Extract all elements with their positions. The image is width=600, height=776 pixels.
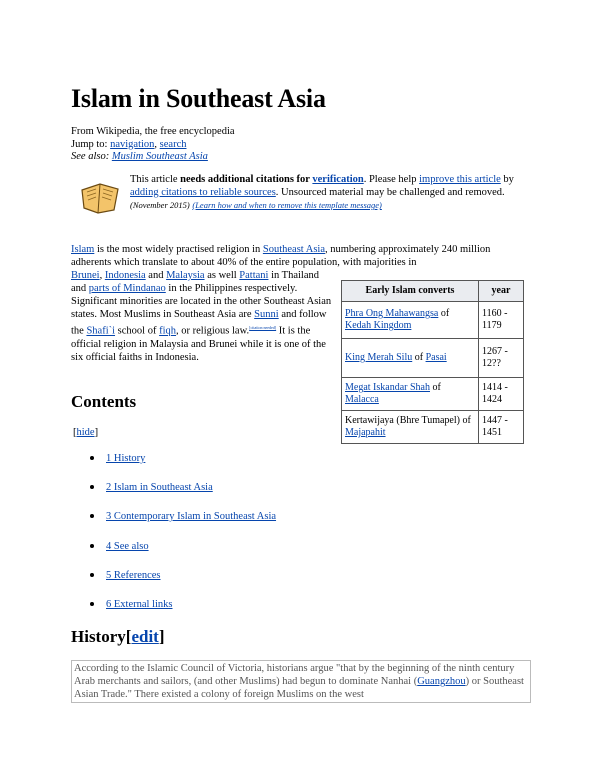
convert-place-link[interactable]: Malacca — [345, 394, 379, 405]
brunei-link[interactable]: Brunei — [71, 270, 100, 281]
history-paragraph: According to the Islamic Council of Victoria, historians argue "that by the beginning of the ninth century Arab merchants and sailors, (and other Muslims) had begun to dominate Nanhai (Guangzhou) or Southeast Asian Trade." There existed a colony of foreign Muslims on the west — [71, 660, 531, 703]
intro-paragraph-continued: Brunei, Indonesia and Malaysia as well Pattani in Thailand and parts of Mindanao in the Philippines respectively. Significant minorities are located in the other Southeast Asian states. Most Muslims in Southeast Asia are Sunni and follow the Shafi`i school of fiqh, or religious law.[citation needed] It is the official religion in Malaysia and Brunei while it is one of the six official faiths in Indonesia. — [71, 270, 332, 363]
shafii-link[interactable]: Shafi`i — [86, 325, 116, 337]
toc-link-see-also[interactable]: 4 See also — [106, 540, 149, 552]
toc-hide-toggle: [hide] — [73, 427, 99, 438]
table-row — [342, 378, 524, 411]
year-cell: 1414 - 1424 — [479, 378, 524, 411]
see-also-link[interactable]: Muslim Southeast Asia — [111, 151, 208, 162]
page-meta — [71, 126, 235, 164]
fiqh-link[interactable]: fiqh — [159, 325, 176, 337]
convert-place-link[interactable]: Kedah Kingdom — [345, 320, 412, 331]
table-of-contents — [90, 452, 276, 627]
convert-name-link[interactable]: Megat Iskandar Shah — [345, 382, 430, 393]
jump-to-line: Jump to: navigation, search — [71, 138, 187, 150]
convert-place-link[interactable]: Majapahit — [345, 427, 386, 438]
intro-paragraph: Islam is the most widely practised religion in Southeast Asia, numbering approximately 240 million adherents which translate to about 40% of the entire population, with majorities in — [71, 244, 491, 268]
notice-text: This article needs additional citations for verification. Please help improve this article by adding citations to reliable sources. Unsourced material may be challenged and removed. (November 2015) (Learn how and when to remove this template message) — [130, 174, 514, 210]
toc-item — [90, 540, 276, 569]
toc-item — [90, 598, 276, 627]
mindanao-link[interactable]: parts of Mindanao — [88, 283, 166, 294]
table-row — [342, 302, 524, 339]
toc-item — [90, 452, 276, 481]
convert-cell: Kertawijaya (Bhre Tumapel) of Majapahit — [342, 411, 479, 444]
toc-item — [90, 569, 276, 598]
toc-link-history[interactable]: 1 History — [106, 453, 146, 464]
sunni-link[interactable]: Sunni — [254, 309, 279, 320]
citation-notice — [80, 174, 520, 226]
contents-heading: Contents — [71, 392, 137, 411]
early-converts-table — [341, 280, 524, 444]
toc-item — [90, 481, 276, 510]
indonesia-link[interactable]: Indonesia — [104, 270, 146, 281]
jump-search-link[interactable]: search — [159, 138, 187, 150]
convert-cell: Phra Ong Mahawangsa of Kedah Kingdom — [342, 302, 479, 339]
pattani-link[interactable]: Pattani — [239, 270, 269, 281]
table-row — [342, 411, 524, 444]
book-icon — [80, 180, 120, 214]
year-cell: 1447 - 1451 — [479, 411, 524, 444]
year-cell: 1160 - 1179 — [479, 302, 524, 339]
column-header-converts: Early Islam converts — [342, 281, 479, 302]
year-cell: 1267 - 12?? — [479, 339, 524, 378]
islam-link[interactable]: Islam — [71, 244, 95, 255]
citation-needed-link[interactable]: [citation needed] — [249, 325, 277, 330]
guangzhou-link[interactable]: Guangzhou — [417, 676, 466, 687]
hide-link[interactable]: hide — [76, 427, 95, 438]
southeast-asia-link[interactable]: Southeast Asia — [262, 244, 326, 255]
page-title: Islam in Southeast Asia — [71, 84, 326, 113]
convert-cell: Megat Iskandar Shah of Malacca — [342, 378, 479, 411]
table-header-row — [342, 281, 524, 302]
toc-link-references[interactable]: 5 References — [106, 569, 161, 581]
verification-link[interactable]: verification — [312, 174, 364, 185]
history-heading: History[edit] — [71, 627, 165, 646]
column-header-year: year — [479, 281, 524, 302]
convert-name-link[interactable]: King Merah Silu — [345, 352, 413, 363]
edit-section-link[interactable]: edit — [131, 627, 159, 646]
toc-link-external-links[interactable]: 6 External links — [106, 598, 173, 610]
improve-article-link[interactable]: improve this article — [419, 174, 501, 185]
jump-navigation-link[interactable]: navigation — [110, 138, 155, 150]
from-wikipedia-text: From Wikipedia, the free encyclopedia — [71, 126, 235, 137]
malaysia-link[interactable]: Malaysia — [166, 270, 205, 281]
convert-place-link[interactable]: Pasai — [425, 352, 447, 363]
convert-cell: King Merah Silu of Pasai — [342, 339, 479, 378]
toc-link-islam-in-sea[interactable]: 2 Islam in Southeast Asia — [106, 482, 213, 494]
toc-link-contemporary[interactable]: 3 Contemporary Islam in Southeast Asia — [106, 511, 277, 523]
adding-citations-link[interactable]: adding citations to reliable sources — [130, 186, 276, 198]
see-also-line: See also: Muslim Southeast Asia — [71, 151, 208, 162]
table-row — [342, 339, 524, 378]
toc-item — [90, 510, 276, 539]
convert-name-link[interactable]: Phra Ong Mahawangsa — [345, 308, 439, 319]
learn-remove-link[interactable]: (Learn how and when to remove this template message) — [192, 200, 382, 210]
